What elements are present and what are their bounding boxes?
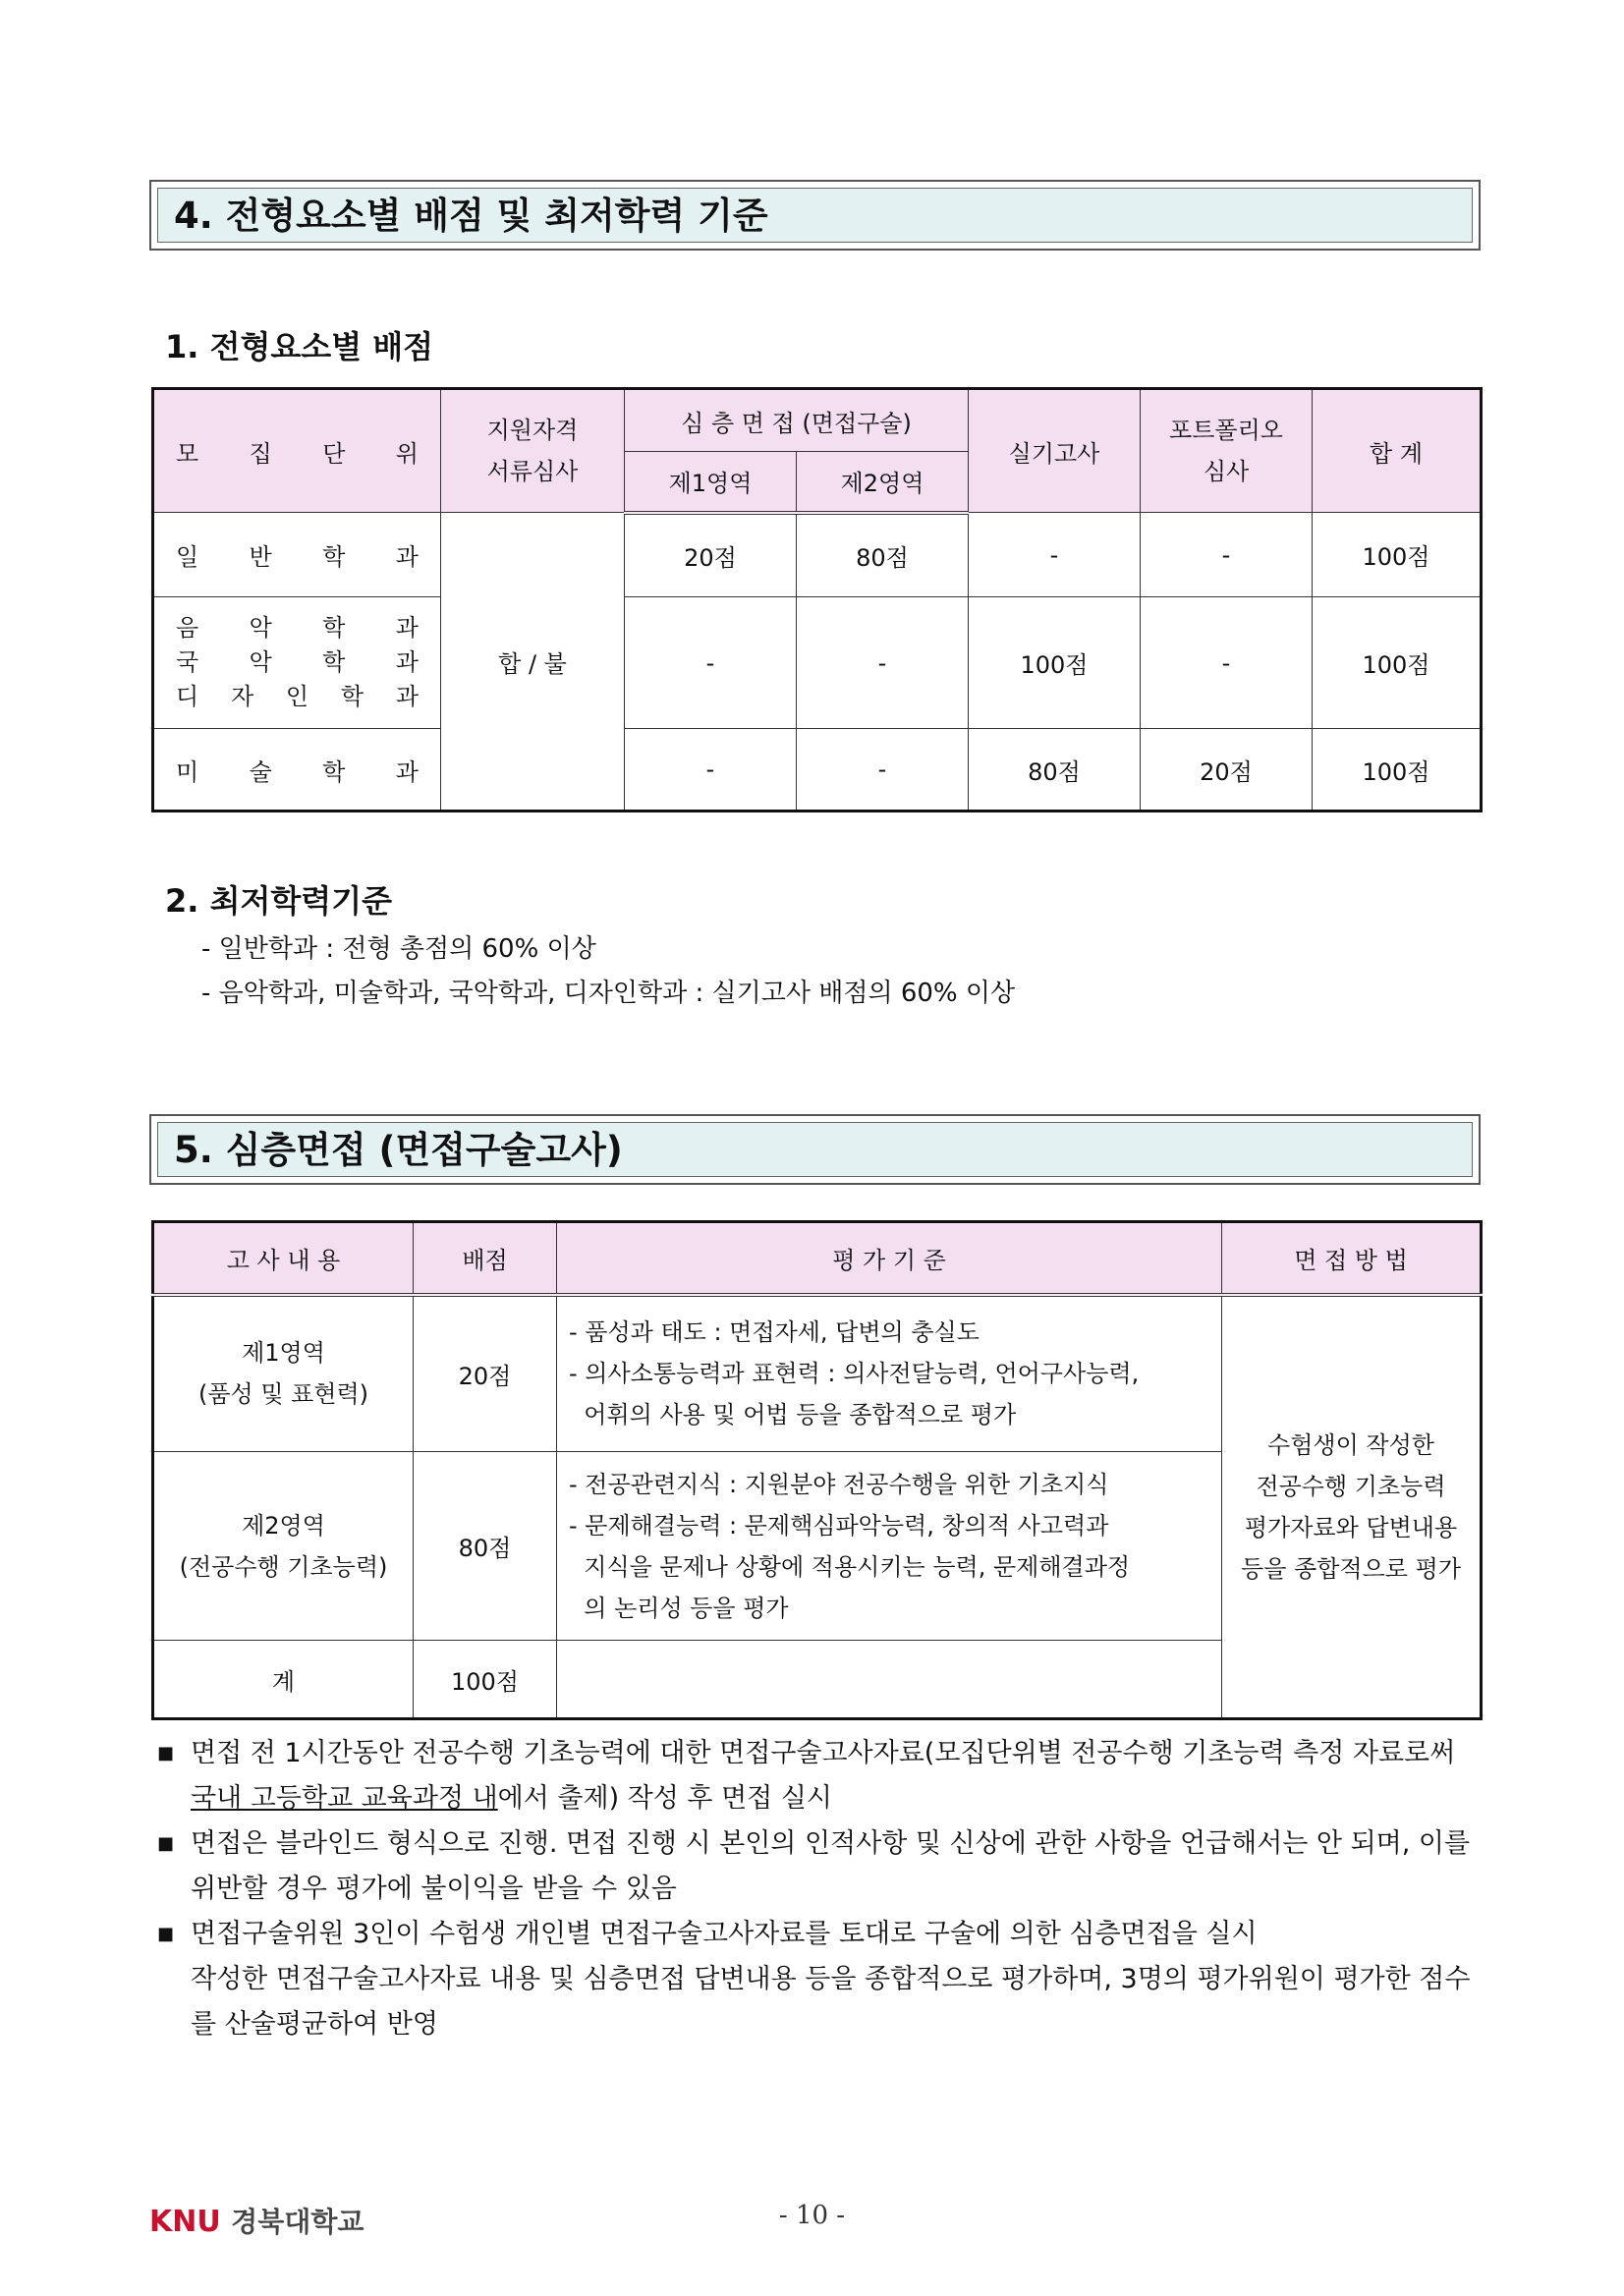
header-area-2: 제2영역	[797, 452, 969, 513]
unit-cell: 음 악 학 과 국 악 학 과 디 자 인 학 과	[153, 597, 441, 729]
unit-cell: 일 반 학 과	[153, 513, 441, 597]
header-unit: 모 집 단 위	[153, 389, 441, 513]
area1-cell: -	[625, 729, 797, 812]
score-cell: 80점	[414, 1452, 557, 1641]
pass-fail-cell: 합 / 불	[441, 513, 625, 812]
subsection-2-title: 2. 최저학력기준	[165, 882, 393, 920]
university-logo: KNU 경북대학교	[149, 2205, 364, 2239]
unit-cell: 미 술 학 과	[153, 729, 441, 812]
empty-cell	[557, 1641, 1222, 1719]
header-portfolio: 포트폴리오 심사	[1141, 389, 1313, 513]
notes-list	[157, 1731, 1484, 2047]
area2-cell: 80점	[797, 513, 969, 597]
score-cell: 20점	[414, 1295, 557, 1452]
area2-cell: -	[797, 729, 969, 812]
total-cell: 100점	[1313, 513, 1482, 597]
header-qualification: 지원자격 서류심사	[441, 389, 625, 513]
section-4-header	[149, 180, 1481, 251]
table-row	[153, 729, 1482, 812]
note-item: ■ 면접은 블라인드 형식으로 진행. 면접 진행 시 본인의 인적사항 및 신상에 관한 사항을 언급해서는 안 되며, 이를 위반할 경우 평가에 불이익을 받을 수 있음	[157, 1821, 1484, 1912]
header-method: 면 접 방 법	[1222, 1222, 1482, 1295]
content-cell: 제1영역 (품성 및 표현력)	[153, 1295, 414, 1452]
area1-cell: -	[625, 597, 797, 729]
method-cell: 수험생이 작성한 전공수행 기초능력 평가자료와 답변내용 등을 종합적으로 평가	[1222, 1295, 1482, 1719]
section-4-title: 4. 전형요소별 배점 및 최저학력 기준	[157, 188, 1473, 243]
header-practical: 실기고사	[969, 389, 1141, 513]
header-content: 고 사 내 용	[153, 1222, 414, 1295]
total-cell: 100점	[1313, 729, 1482, 812]
subsection-1-title: 1. 전형요소별 배점	[165, 328, 434, 365]
total-score-cell: 100점	[414, 1641, 557, 1719]
page-number: - 10 -	[778, 2201, 846, 2230]
table-row	[153, 597, 1482, 729]
header-interview: 심 층 면 접 (면접구술)	[625, 389, 969, 452]
note-item: ■ 면접구술위원 3인이 수험생 개인별 면접구술고사자료를 토대로 구술에 의한 심층면접을 실시 작성한 면접구술고사자료 내용 및 심층면접 답변내용 등을 종합적으로 평가하며, 3명의 평가위원이 평가한 점수를 산술평균하여 반영	[157, 1912, 1484, 2047]
note-item: ■ 면접 전 1시간동안 전공수행 기초능력에 대한 면접구술고사자료(모집단위별 전공수행 기초능력 측정 자료로써 국내 고등학교 교육과정 내에서 출제) 작성 후 면접 실시	[157, 1731, 1484, 1821]
total-label-cell: 계	[153, 1641, 414, 1719]
header-criteria: 평 가 기 준	[557, 1222, 1222, 1295]
practical-cell: -	[969, 513, 1141, 597]
score-table	[151, 387, 1483, 812]
section-5-title: 5. 심층면접 (면접구술고사)	[157, 1122, 1473, 1177]
header-score: 배점	[414, 1222, 557, 1295]
portfolio-cell: 20점	[1141, 729, 1313, 812]
interview-table	[151, 1220, 1483, 1720]
total-cell: 100점	[1313, 597, 1482, 729]
table-row	[153, 513, 1482, 597]
practical-cell: 100점	[969, 597, 1141, 729]
area1-cell: 20점	[625, 513, 797, 597]
content-cell: 제2영역 (전공수행 기초능력)	[153, 1452, 414, 1641]
min-standard-item: - 일반학과 : 전형 총점의 60% 이상	[201, 934, 596, 964]
portfolio-cell: -	[1141, 597, 1313, 729]
practical-cell: 80점	[969, 729, 1141, 812]
header-total: 합 계	[1313, 389, 1482, 513]
header-area-1: 제1영역	[625, 452, 797, 513]
table-row	[153, 1295, 1482, 1452]
section-5-header	[149, 1114, 1481, 1185]
min-standard-item: - 음악학과, 미술학과, 국악학과, 디자인학과 : 실기고사 배점의 60% 이상	[201, 979, 1016, 1008]
criteria-cell: - 품성과 태도 : 면접자세, 답변의 충실도 - 의사소통능력과 표현력 : 의사전달능력, 언어구사능력, 어휘의 사용 및 어법 등을 종합적으로 평가	[557, 1295, 1222, 1452]
area2-cell: -	[797, 597, 969, 729]
portfolio-cell: -	[1141, 513, 1313, 597]
criteria-cell: - 전공관련지식 : 지원분야 전공수행을 위한 기초지식 - 문제해결능력 : 문제핵심파악능력, 창의적 사고력과 지식을 문제나 상황에 적용시키는 능력, 문제해결과정 의 논리성 등을 평가	[557, 1452, 1222, 1641]
